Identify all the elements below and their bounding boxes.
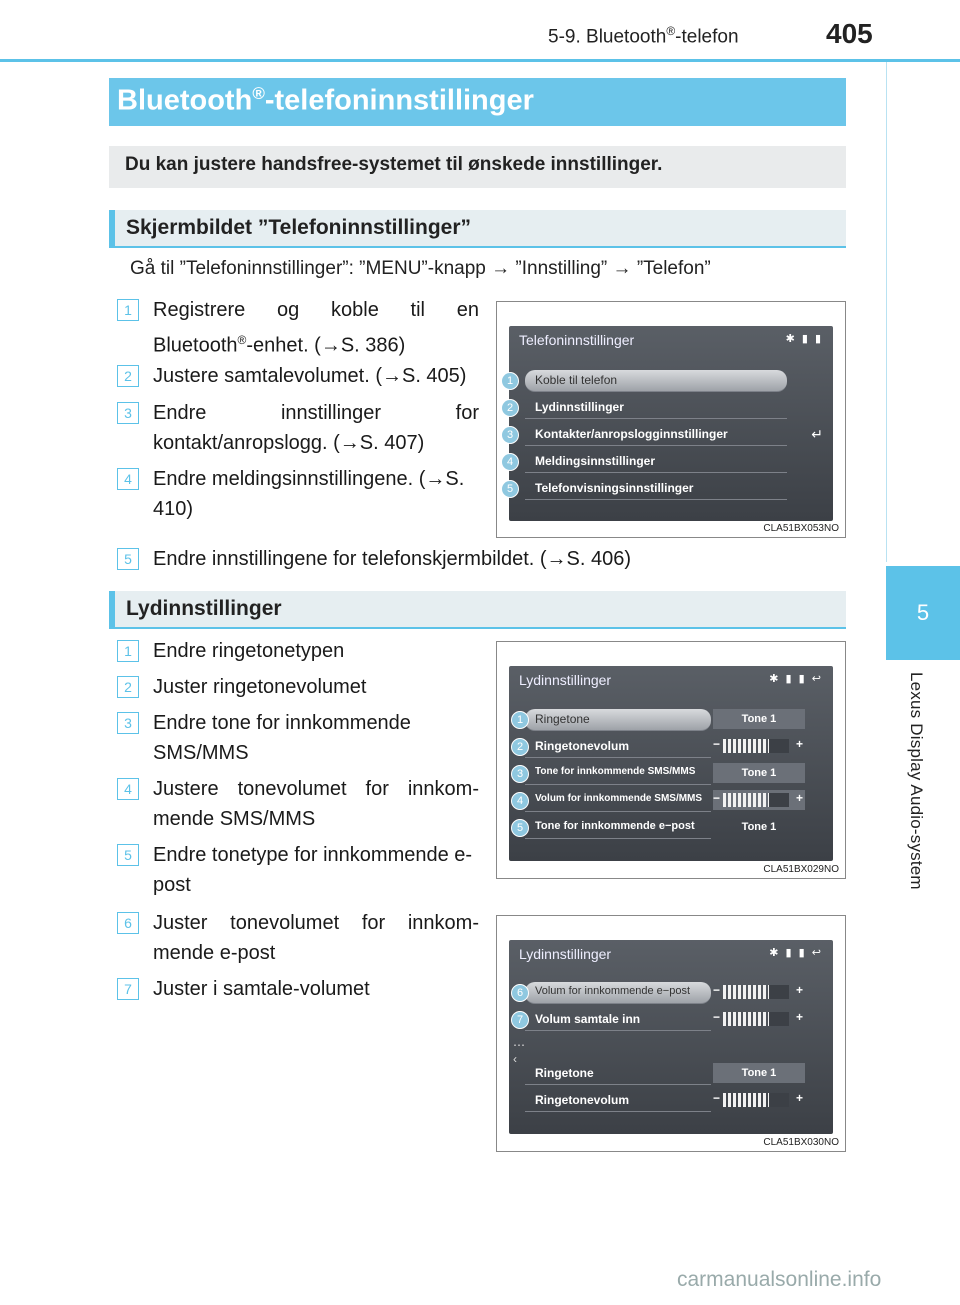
list-item (117, 840, 479, 900)
item-text: Endre innstillinger for kontakt/anropslogg. (→S. 407) (153, 402, 479, 454)
status-icons: ✱ ▮ ▮ ↩ (769, 673, 823, 685)
section-heading-text: Skjermbildet ”Telefoninnstillinger” (126, 216, 471, 239)
list-item (117, 544, 737, 574)
intro-text: Du kan justere handsfree-systemet til ønskede innstillinger. (125, 154, 663, 175)
item-text: Juster tonevolumet for innkom-mende e-post (153, 912, 479, 964)
item-number: 6 (117, 912, 139, 934)
screen-row: Volum samtale inn (525, 1009, 711, 1031)
item-text: Endre ringetonetypen (153, 640, 345, 662)
screen-sound-settings-scrolled (509, 940, 833, 1134)
item-text: Endre meldingsinnstillingene. (→S. 410) (153, 468, 465, 520)
page-title-bar (109, 78, 846, 126)
item-text: Endre innstillingene for telefonskjermbildet. (→S. 406) (153, 548, 632, 570)
item-number: 2 (117, 365, 139, 387)
screen-row: Lydinnstillinger (525, 397, 787, 419)
callout-badge: 1 (501, 372, 519, 390)
page-number: 405 (826, 18, 873, 49)
chapter-title: Lexus Display Audio-system (907, 672, 926, 890)
callout-badge: 2 (501, 399, 519, 417)
screen-row: Ringetone (525, 1063, 711, 1085)
screen-row: Tone for innkommende e−post (525, 817, 711, 839)
section-heading-text: Lydinnstillinger (126, 597, 282, 620)
email-volume-slider: − + (713, 983, 803, 997)
item-text: Endre tonetype for innkommende e-post (153, 844, 473, 896)
chapter-tab: 5 (886, 566, 960, 660)
email-tone-value: Tone 1 (741, 821, 777, 833)
list-item (117, 908, 479, 968)
screen-row: Meldingsinnstillinger (525, 451, 787, 473)
screen-title: Telefoninnstillinger (519, 332, 635, 348)
item-number: 2 (117, 676, 139, 698)
item-text: Justere tonevolumet for innkom-mende SMS/MMS (153, 778, 479, 830)
item-number: 3 (117, 402, 139, 424)
screen-title: Lydinnstillinger (519, 672, 612, 688)
screen-row: Volum for innkommende SMS/MMS (525, 790, 711, 812)
item-number: 4 (117, 468, 139, 490)
list-item (117, 974, 479, 1004)
screen-row: Ringetonevolum (525, 736, 711, 758)
item-number: 5 (117, 548, 139, 570)
list-item (117, 636, 479, 666)
callout-badge: 7 (511, 1011, 529, 1029)
screen-row: Kontakter/anropslogginnstillinger (525, 424, 787, 446)
callout-badge: 5 (511, 819, 529, 837)
item-number: 4 (117, 778, 139, 800)
list-item (117, 361, 479, 391)
ringtone-value: Tone 1 (713, 709, 805, 729)
screenshot-phone-settings (496, 301, 846, 538)
screen-row: Ringetone (525, 709, 711, 731)
screen-row: Ringetonevolum (525, 1090, 711, 1112)
ringtone-volume-slider: − + (713, 1091, 803, 1105)
callout-badge: 4 (511, 792, 529, 810)
screen-row: Telefonvisningsinnstillinger (525, 478, 787, 500)
list-item (117, 672, 479, 702)
item-number: 3 (117, 712, 139, 734)
return-arrow-icon: ↵ (811, 426, 823, 442)
scroll-indicator-icon: ⋯ ‹ (513, 1038, 525, 1066)
sms-tone-value: Tone 1 (713, 763, 805, 783)
screen-title: Lydinnstillinger (519, 946, 612, 962)
screenshot-sound-settings-1 (496, 641, 846, 879)
intro-box (109, 146, 846, 188)
callout-badge: 3 (501, 426, 519, 444)
item-text: Endre tone for innkommende SMS/MMS (153, 712, 411, 764)
section-heading-phone-settings (109, 210, 846, 248)
figure-code: CLA51BX030NO (763, 1137, 839, 1148)
call-volume-slider: − + (713, 1010, 803, 1024)
item-number: 5 (117, 844, 139, 866)
screen-row: Koble til telefon (525, 370, 787, 392)
list-item (117, 464, 479, 524)
item-text: Juster ringetonevolumet (153, 676, 367, 698)
status-icons: ✱ ▮ ▮ (785, 333, 823, 345)
item-number: 1 (117, 640, 139, 662)
screenshot-sound-settings-2 (496, 915, 846, 1152)
status-icons: ✱ ▮ ▮ ↩ (769, 947, 823, 959)
callout-badge: 5 (501, 480, 519, 498)
sms-volume-slider: − + (713, 790, 805, 810)
navigation-path: Gå til ”Telefoninnstillinger”: ”MENU”-knapp → ”Innstilling” → ”Telefon” (130, 258, 711, 279)
list-item (117, 295, 479, 361)
callout-badge: 6 (511, 984, 529, 1002)
ringtone-value: Tone 1 (713, 1063, 805, 1083)
screen-phone-settings (506, 326, 833, 521)
list-item (117, 708, 479, 768)
header-rule (0, 59, 960, 62)
list-item (117, 774, 479, 834)
section-label: 5-9. Bluetooth®-telefon (548, 24, 739, 48)
item-text: Juster i samtale-volumet (153, 978, 370, 1000)
figure-code: CLA51BX029NO (763, 864, 839, 875)
screen-row: Tone for innkommende SMS/MMS (525, 763, 711, 785)
list-item (117, 398, 479, 458)
screen-row: Volum for innkommende e−post (525, 982, 711, 1004)
page-title: Bluetooth®-telefoninnstillinger (117, 84, 534, 117)
screen-sound-settings (509, 666, 833, 861)
item-number: 7 (117, 978, 139, 1000)
callout-badge: 1 (511, 711, 529, 729)
callout-badge: 4 (501, 453, 519, 471)
side-rule (886, 62, 887, 562)
item-text: Justere samtalevolumet. (→S. 405) (153, 365, 467, 387)
figure-code: CLA51BX053NO (763, 523, 839, 534)
volume-slider: − + (713, 737, 803, 751)
item-text: Registrere og koble til en Bluetooth®-enhet. (→S. 386) (153, 299, 479, 357)
item-number: 1 (117, 299, 139, 321)
section-heading-sound-settings (109, 591, 846, 629)
callout-badge: 2 (511, 738, 529, 756)
callout-badge: 3 (511, 765, 529, 783)
watermark: carmanualsonline.info (677, 1268, 882, 1291)
